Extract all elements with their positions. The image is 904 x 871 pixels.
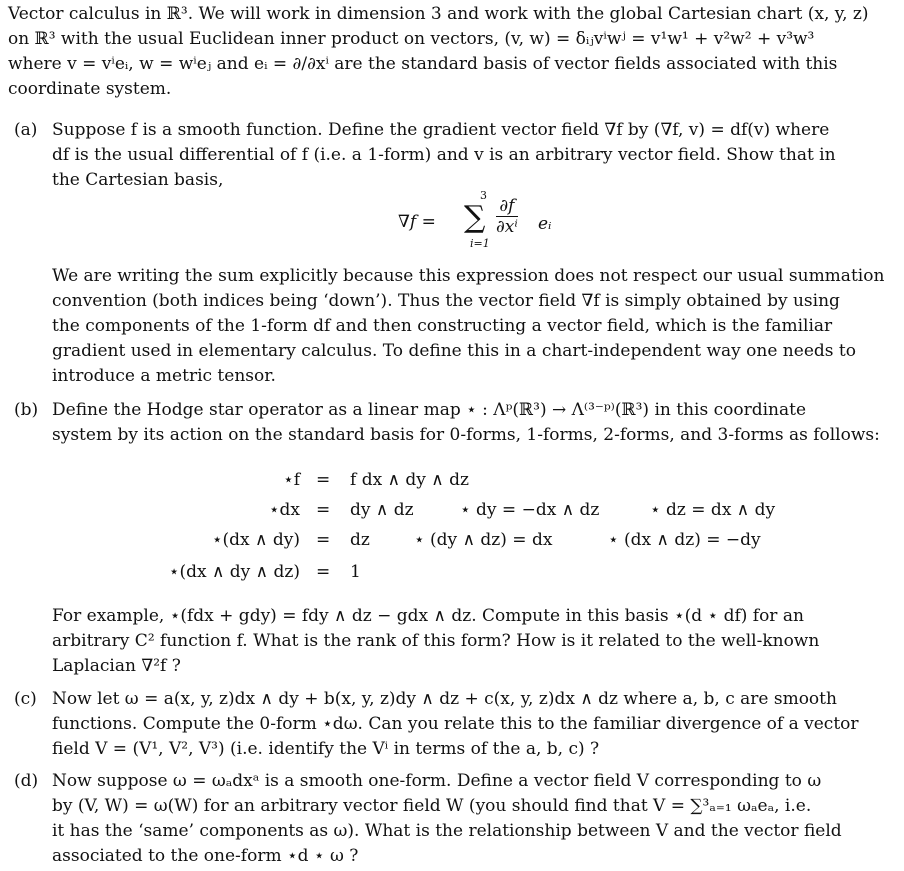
part-d-line-2: by (V, W) = ω(W) for an arbitrary vector field W (you should find that V = ∑³ₐ₌₁ ωₐeₐ, i.e.	[52, 796, 812, 816]
part-b-line-2: system by its action on the standard basis for 0-forms, 1-forms, 2-forms, and 3-forms as follows:	[52, 425, 880, 445]
hodge-row-1-c3: ⋆ dz = dx ∧ dy	[650, 500, 776, 520]
hodge-row-1-eq: =	[316, 500, 331, 520]
part-a-line-2: df is the usual differential of f (i.e. a 1-form) and v is an arbitrary vector field. Show that in	[52, 145, 836, 165]
part-c-line-1: Now let ω = a(x, y, z)dx ∧ dy + b(x, y, z)dy ∧ dz + c(x, y, z)dx ∧ dz where a, b, c are smooth	[52, 689, 837, 709]
part-b-line-1: Define the Hodge star operator as a linear map ⋆ : Λᵖ(ℝ³) → Λ⁽³⁻ᵖ⁾(ℝ³) in this coordinate	[52, 400, 807, 420]
part-d	[14, 769, 890, 869]
part-a-discussion	[14, 264, 890, 389]
part-a-discussion-2: convention (both indices being ‘down’). Thus the vector field ∇f is simply obtained by using	[52, 291, 840, 311]
part-a-discussion-4: gradient used in elementary calculus. To define this in a chart-independent way one needs to	[52, 341, 856, 361]
part-d-line-1: Now suppose ω = ωₐdxᵃ is a smooth one-form. Define a vector field V corresponding to ω	[52, 771, 822, 791]
hodge-row-2-c2: ⋆ (dy ∧ dz) = dx	[414, 530, 553, 550]
sum-symbol: ∑	[464, 200, 486, 235]
gradient-equation	[398, 188, 598, 258]
hodge-row-2	[150, 528, 850, 553]
part-d-line-3: it has the ‘same’ components as ω). What is the relationship between V and the vector field	[52, 821, 842, 841]
hodge-row-1-lhs: ⋆dx	[268, 500, 300, 520]
part-b-question-1: For example, ⋆(fdx + gdy) = fdy ∧ dz − gdx ∧ dz. Compute in this basis ⋆(d ⋆ df) for an	[52, 606, 804, 626]
hodge-row-3-lhs: ⋆(dx ∧ dy ∧ dz)	[168, 562, 300, 582]
hodge-row-1-c2: ⋆ dy = −dx ∧ dz	[460, 500, 600, 520]
part-a-discussion-3: the components of the 1-form df and then constructing a vector field, which is the familiar	[52, 316, 833, 336]
part-b-label: (b)	[14, 400, 39, 420]
hodge-row-3-eq: =	[316, 562, 331, 582]
hodge-row-0-lhs: ⋆f	[283, 470, 300, 490]
part-b-question	[14, 604, 890, 679]
hodge-row-2-lhs: ⋆(dx ∧ dy)	[211, 530, 300, 550]
hodge-row-2-c1: dz	[350, 530, 370, 550]
part-d-line-4: associated to the one-form ⋆d ⋆ ω ?	[52, 846, 359, 866]
sum-lower-limit: i=1	[470, 237, 490, 250]
part-c-line-3: field V = (V¹, V², V³) (i.e. identify the Vⁱ in terms of the a, b, c) ?	[52, 739, 600, 759]
partial-denominator: ∂xⁱ	[496, 217, 518, 237]
intro-line-3: where v = vⁱeᵢ, w = wⁱeⱼ and eᵢ = ∂/∂xⁱ are the standard basis of vector fields associated with this	[8, 54, 838, 74]
part-b-question-3: Laplacian ∇²f ?	[52, 656, 181, 676]
part-b-question-2: arbitrary C² function f. What is the rank of this form? How is it related to the well-known	[52, 631, 820, 651]
partial-fraction	[496, 196, 518, 237]
hodge-row-0	[150, 468, 850, 493]
hodge-row-0-c1: f dx ∧ dy ∧ dz	[350, 470, 469, 490]
gradient-eq-basis: eᵢ	[538, 214, 552, 234]
hodge-row-2-eq: =	[316, 530, 331, 550]
part-a-line-3: the Cartesian basis,	[52, 170, 224, 190]
hodge-row-1	[150, 498, 850, 523]
part-a-discussion-5: introduce a metric tensor.	[52, 366, 276, 386]
intro-line-1: Vector calculus in ℝ³. We will work in dimension 3 and work with the global Cartesian chart (x, y, z)	[8, 4, 869, 24]
part-a-label: (a)	[14, 120, 38, 140]
gradient-eq-lhs: ∇f =	[398, 212, 436, 232]
hodge-row-0-eq: =	[316, 470, 331, 490]
hodge-row-2-c3: ⋆ (dx ∧ dz) = −dy	[608, 530, 761, 550]
part-a	[14, 118, 890, 193]
hodge-row-3	[150, 560, 850, 585]
part-b	[14, 398, 890, 448]
sum-upper-limit: 3	[480, 189, 487, 202]
part-c-line-2: functions. Compute the 0-form ⋆dω. Can you relate this to the familiar divergence of a vector	[52, 714, 859, 734]
partial-numerator: ∂f	[496, 196, 518, 217]
hodge-row-1-c1: dy ∧ dz	[350, 500, 414, 520]
part-c	[14, 687, 890, 762]
hodge-row-3-c1: 1	[350, 562, 361, 582]
intro-line-4: coordinate system.	[8, 79, 172, 99]
intro-line-2: on ℝ³ with the usual Euclidean inner product on vectors, (v, w) = δᵢⱼvⁱwʲ = v¹w¹ + v²w² + v³w³	[8, 29, 815, 49]
part-a-discussion-1: We are writing the sum explicitly because this expression does not respect our usual summation	[52, 266, 885, 286]
part-d-label: (d)	[14, 771, 39, 791]
part-a-line-1: Suppose f is a smooth function. Define the gradient vector field ∇f by (∇f, v) = df(v) where	[52, 120, 830, 140]
intro-paragraph	[8, 2, 888, 102]
part-c-label: (c)	[14, 689, 37, 709]
